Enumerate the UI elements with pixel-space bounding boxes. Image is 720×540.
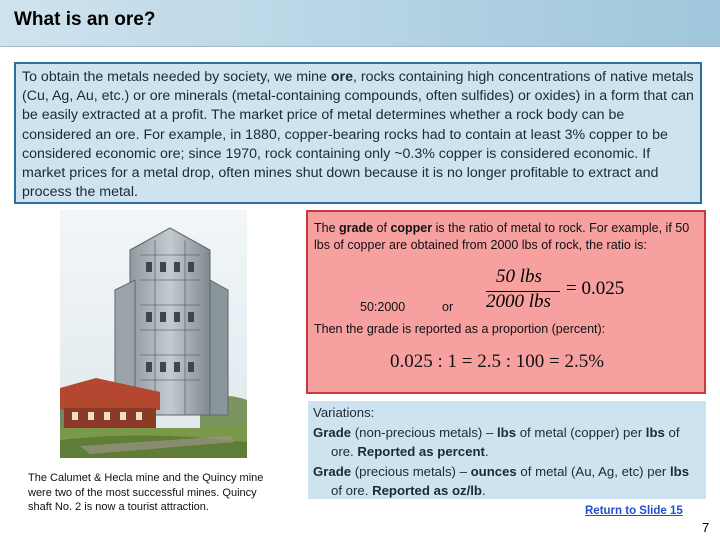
ore-term: ore	[330, 69, 353, 85]
text-run: of ore.	[331, 483, 373, 498]
title-bar	[0, 0, 720, 47]
grade-term: grade	[339, 221, 374, 235]
ratio-text: 50:2000	[360, 300, 406, 314]
reported-percent: Reported as percent	[357, 444, 485, 459]
slide-title: What is an ore?	[14, 9, 156, 30]
fraction-equation	[484, 264, 634, 316]
text-run: of ore.	[331, 424, 680, 459]
variations-heading: Variations:	[313, 405, 375, 420]
text-run: (precious metals) –	[351, 463, 471, 479]
text-run: of metal (copper) per	[516, 424, 646, 440]
variations-box	[308, 401, 706, 499]
intro-text-part1: To obtain the metals needed by society, we mine	[22, 69, 331, 85]
ounces-term: ounces	[470, 463, 517, 479]
text-run: of metal (Au, Ag, etc) per	[516, 463, 670, 479]
copper-term: copper	[390, 221, 433, 235]
reported-ozlb: Reported as oz/lb	[372, 483, 482, 498]
page-number: 7	[702, 520, 710, 535]
mine-shaft-photo	[60, 210, 247, 458]
or-text: or	[442, 300, 454, 314]
intro-text-box	[14, 62, 702, 204]
text-run: (non-precious metals) –	[351, 424, 497, 440]
grade-percent-equation: 0.025 : 1 = 2.5 : 100 = 2.5%	[390, 351, 605, 372]
grade-term: Grade	[313, 424, 352, 440]
text-run: .	[484, 444, 489, 459]
text-run: The	[314, 221, 340, 235]
text-run: .	[481, 483, 486, 498]
fraction-numerator: 50 lbs	[496, 266, 542, 287]
mine-headframe-illustration	[60, 210, 247, 458]
text-run: is the ratio of metal to rock. For example, if 50 lbs of copper are obtained from 2000 lbs of rock, the ratio is:	[314, 221, 690, 252]
lbs-term: lbs	[645, 424, 665, 440]
grade-term: Grade	[313, 463, 352, 479]
intro-text-part2: , rocks containing high concentrations of native metals (Cu, Ag, Au, etc.) or ore minerals (metal-containing compounds, often sulfides) or oxides) in a form that can be easily extracted at a profit. The market price of metal determines whether a rock body can be considered an ore. For example, in 1880, copper-bearing rocks had to contain at least 3% copper to be considered economic ore; since 1970, rock containing only ~0.3% copper is considered economic. If market prices for a metal drop, often mines shut down because it is no longer profitable to extract and process the metal.	[22, 69, 694, 201]
photo-caption: The Calumet & Hecla mine and the Quincy mine were two of the most successful mines. Quincy shaft No. 2 is now a tourist attraction.	[28, 472, 264, 513]
lbs-term: lbs	[669, 463, 690, 479]
grade-percent-note: Then the grade is reported as a proportion (percent):	[314, 322, 606, 336]
grade-definition	[314, 220, 696, 254]
fraction-denominator: 2000 lbs	[486, 291, 551, 312]
text-run: of	[373, 221, 391, 235]
return-to-slide-link[interactable]: Return to Slide 15	[585, 505, 683, 517]
grade-explanation-box	[306, 210, 706, 394]
fraction-result: = 0.025	[566, 278, 625, 299]
variation-nonprecious	[313, 423, 702, 462]
variation-precious	[313, 462, 702, 501]
lbs-term: lbs	[496, 424, 517, 440]
